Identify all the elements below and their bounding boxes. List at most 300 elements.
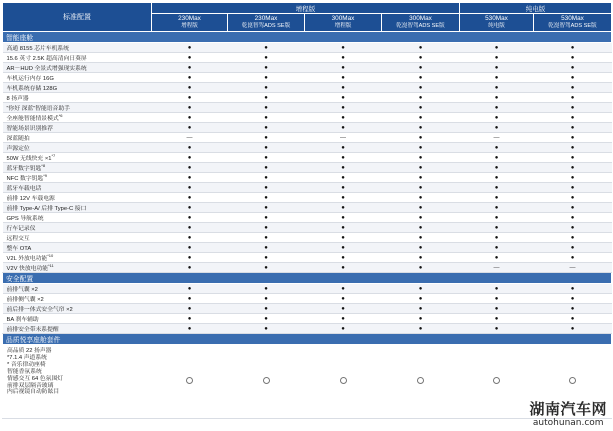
standard-dot-icon — [228, 83, 305, 93]
trim-name: 300Max — [331, 14, 355, 22]
table-row — [3, 284, 612, 294]
table-row — [3, 73, 612, 83]
feature-label — [3, 143, 152, 153]
standard-dot-icon — [534, 324, 612, 334]
standard-dot-icon — [460, 153, 534, 163]
trim-header — [382, 14, 460, 32]
corner-label: 标准配置 — [3, 3, 152, 32]
feature-label-text: 蓝牙车载电话 — [6, 186, 42, 192]
standard-dot-icon — [305, 63, 382, 73]
section-title: 智能座舱 — [3, 32, 612, 43]
trim-sub: 增程版 — [334, 22, 352, 29]
standard-dot-icon — [534, 213, 612, 223]
footnote-marker: *8 — [41, 163, 46, 169]
feature-label — [3, 53, 152, 63]
group-header-erev: 增程版 — [152, 3, 460, 14]
package-item: 内后视镜自动防眩目 — [7, 389, 60, 396]
standard-dot-icon — [152, 284, 228, 294]
standard-dot-icon — [460, 203, 534, 213]
optional-circle-icon — [305, 345, 382, 419]
standard-dot-icon — [534, 243, 612, 253]
table-row — [3, 314, 612, 324]
standard-dot-icon — [382, 233, 460, 243]
standard-dot-icon — [305, 243, 382, 253]
standard-dot-icon — [382, 203, 460, 213]
feature-label — [3, 213, 152, 223]
standard-dot-icon — [228, 123, 305, 133]
feature-label-text: 声源定位 — [6, 146, 30, 152]
standard-dot-icon — [152, 123, 228, 133]
table-row — [3, 183, 612, 193]
standard-dot-icon — [305, 294, 382, 304]
section-header — [3, 334, 612, 345]
feature-label — [3, 103, 152, 113]
standard-dot-icon — [228, 183, 305, 193]
standard-dot-icon — [382, 193, 460, 203]
trim-sub: 纯电版 — [488, 22, 505, 29]
standard-dot-icon — [534, 314, 612, 324]
standard-dot-icon — [152, 103, 228, 113]
feature-label — [3, 203, 152, 213]
config-spec-table — [2, 2, 612, 419]
standard-dot-icon — [152, 73, 228, 83]
spec-table-container — [2, 2, 611, 419]
table-row — [3, 103, 612, 113]
standard-dot-icon — [228, 43, 305, 53]
feature-label-text: 前后排一体式安全气帘 ×2 — [6, 307, 73, 313]
not-available-dash-icon — [305, 133, 382, 143]
standard-dot-icon — [228, 163, 305, 173]
not-available-dash-icon — [152, 133, 228, 143]
standard-dot-icon — [382, 253, 460, 263]
optional-circle-icon — [152, 345, 228, 419]
feature-label-text: 50W 无线快充 ×1 — [6, 156, 52, 162]
feature-label — [3, 173, 152, 183]
feature-label-text: 前排 Type-A/ 后排 Type-C 接口 — [6, 206, 87, 212]
standard-dot-icon — [382, 93, 460, 103]
standard-dot-icon — [152, 223, 228, 233]
trim-name: 230Max — [178, 14, 201, 22]
standard-dot-icon — [460, 304, 534, 314]
standard-dot-icon — [534, 83, 612, 93]
table-row — [3, 263, 612, 273]
table-row — [3, 83, 612, 93]
standard-dot-icon — [305, 53, 382, 63]
table-row — [3, 253, 612, 263]
standard-dot-icon — [382, 133, 460, 143]
standard-dot-icon — [152, 173, 228, 183]
package-item: 前排双层隔音玻璃 — [7, 382, 54, 389]
footnote-marker: *9 — [43, 173, 47, 179]
standard-dot-icon — [152, 83, 228, 93]
standard-dot-icon — [382, 83, 460, 93]
feature-label — [3, 233, 152, 243]
feature-label-text: 前排 12V 车载电源 — [6, 196, 55, 202]
standard-dot-icon — [382, 223, 460, 233]
standard-dot-icon — [305, 314, 382, 324]
standard-dot-icon — [152, 253, 228, 263]
feature-label-text: AR－HUD 全景式增强现实系统 — [6, 66, 87, 72]
feature-label — [3, 193, 152, 203]
table-row — [3, 173, 612, 183]
standard-dot-icon — [228, 304, 305, 314]
standard-dot-icon — [152, 324, 228, 334]
header-group-row — [3, 3, 612, 14]
feature-label — [3, 163, 152, 173]
standard-dot-icon — [382, 243, 460, 253]
feature-label-text: V2L 外放电功能 — [6, 256, 48, 262]
feature-label-text: BA 刹车辅助 — [6, 317, 39, 323]
standard-dot-icon — [382, 53, 460, 63]
optional-circle-icon — [534, 345, 612, 419]
feature-label — [3, 243, 152, 253]
section-title: 安全配置 — [3, 273, 612, 284]
standard-dot-icon — [228, 133, 305, 143]
standard-dot-icon — [382, 314, 460, 324]
standard-dot-icon — [382, 153, 460, 163]
standard-dot-icon — [460, 73, 534, 83]
table-row — [3, 243, 612, 253]
trim-header — [305, 14, 382, 32]
table-row — [3, 53, 612, 63]
standard-dot-icon — [534, 43, 612, 53]
table-row — [3, 93, 612, 103]
standard-dot-icon — [534, 163, 612, 173]
standard-dot-icon — [305, 173, 382, 183]
standard-dot-icon — [305, 143, 382, 153]
feature-label — [3, 63, 152, 73]
optional-circle-icon — [382, 345, 460, 419]
standard-dot-icon — [382, 284, 460, 294]
trim-name: 300Max — [409, 14, 432, 22]
standard-dot-icon — [152, 193, 228, 203]
package-item: * 音乐律动座椅 — [7, 361, 46, 368]
feature-label — [3, 93, 152, 103]
section-header — [3, 273, 612, 284]
feature-label — [3, 133, 152, 143]
standard-dot-icon — [152, 213, 228, 223]
trim-sub: 乾崑智驾ADS SE版 — [548, 22, 597, 29]
standard-dot-icon — [228, 314, 305, 324]
standard-dot-icon — [305, 123, 382, 133]
standard-dot-icon — [228, 324, 305, 334]
standard-dot-icon — [228, 63, 305, 73]
standard-dot-icon — [460, 113, 534, 123]
standard-dot-icon — [228, 113, 305, 123]
standard-dot-icon — [460, 233, 534, 243]
standard-dot-icon — [534, 233, 612, 243]
standard-dot-icon — [305, 304, 382, 314]
standard-dot-icon — [382, 143, 460, 153]
standard-dot-icon — [382, 324, 460, 334]
package-item: *7.1.4 声道系统 — [7, 354, 47, 361]
standard-dot-icon — [534, 223, 612, 233]
standard-dot-icon — [382, 163, 460, 173]
standard-dot-icon — [152, 63, 228, 73]
section-header — [3, 32, 612, 43]
standard-dot-icon — [305, 203, 382, 213]
standard-dot-icon — [534, 203, 612, 213]
standard-dot-icon — [534, 113, 612, 123]
table-row — [3, 294, 612, 304]
standard-dot-icon — [382, 73, 460, 83]
table-row — [3, 133, 612, 143]
not-available-dash-icon — [534, 263, 612, 273]
standard-dot-icon — [460, 123, 534, 133]
standard-dot-icon — [534, 253, 612, 263]
standard-dot-icon — [228, 103, 305, 113]
table-row — [3, 213, 612, 223]
standard-dot-icon — [228, 263, 305, 273]
feature-label-text: GPS 导航系统 — [6, 216, 44, 222]
feature-label — [3, 324, 152, 334]
trim-name: 530Max — [561, 14, 584, 22]
standard-dot-icon — [460, 193, 534, 203]
table-row — [3, 63, 612, 73]
standard-dot-icon — [534, 93, 612, 103]
standard-dot-icon — [152, 203, 228, 213]
footnote-marker: *7 — [51, 153, 56, 159]
standard-dot-icon — [228, 153, 305, 163]
standard-dot-icon — [305, 253, 382, 263]
standard-dot-icon — [305, 83, 382, 93]
standard-dot-icon — [305, 223, 382, 233]
trim-name: 530Max — [485, 14, 508, 22]
standard-dot-icon — [460, 223, 534, 233]
feature-label-text: “你好 深蓝”智能语音助手 — [6, 106, 70, 112]
standard-dot-icon — [305, 263, 382, 273]
standard-dot-icon — [305, 213, 382, 223]
table-row — [3, 43, 612, 53]
standard-dot-icon — [152, 153, 228, 163]
standard-dot-icon — [228, 223, 305, 233]
not-available-dash-icon — [460, 263, 534, 273]
standard-dot-icon — [460, 173, 534, 183]
standard-dot-icon — [460, 43, 534, 53]
standard-dot-icon — [305, 153, 382, 163]
table-row — [3, 163, 612, 173]
footnote-marker: *11 — [48, 263, 54, 269]
standard-dot-icon — [382, 294, 460, 304]
feature-label-text: 车机系统存储 128G — [6, 86, 58, 92]
standard-dot-icon — [305, 43, 382, 53]
standard-dot-icon — [460, 243, 534, 253]
table-row — [3, 304, 612, 314]
standard-dot-icon — [460, 294, 534, 304]
standard-dot-icon — [460, 83, 534, 93]
spec-table-body — [3, 32, 612, 419]
standard-dot-icon — [305, 183, 382, 193]
standard-dot-icon — [460, 103, 534, 113]
feature-label — [3, 153, 152, 163]
standard-dot-icon — [228, 193, 305, 203]
footnote-marker: *6 — [58, 113, 63, 119]
standard-dot-icon — [228, 294, 305, 304]
watermark-cn: 湖南汽车网 — [529, 400, 607, 418]
watermark-en: autohunan.com — [532, 418, 604, 428]
standard-dot-icon — [228, 143, 305, 153]
standard-dot-icon — [382, 103, 460, 113]
standard-dot-icon — [152, 183, 228, 193]
table-row — [3, 143, 612, 153]
table-row — [3, 233, 612, 243]
standard-dot-icon — [305, 113, 382, 123]
standard-dot-icon — [152, 93, 228, 103]
feature-label-text: 深蓝随拍 — [6, 136, 30, 142]
standard-dot-icon — [305, 193, 382, 203]
feature-label-text: 8 扬声器 — [6, 96, 29, 102]
standard-dot-icon — [228, 73, 305, 83]
not-available-dash-icon — [460, 133, 534, 143]
standard-dot-icon — [228, 284, 305, 294]
standard-dot-icon — [460, 63, 534, 73]
standard-dot-icon — [534, 183, 612, 193]
feature-label — [3, 253, 152, 263]
standard-dot-icon — [534, 294, 612, 304]
package-item: 智能香氛系统 — [7, 368, 42, 375]
standard-dot-icon — [228, 243, 305, 253]
standard-dot-icon — [382, 263, 460, 273]
table-row — [3, 324, 612, 334]
trim-sub: 乾崑智驾ADS SE版 — [241, 22, 291, 29]
feature-label-text: 高通 8155 芯片车机系统 — [6, 46, 69, 52]
optional-circle-icon — [460, 345, 534, 419]
trim-name: 230Max — [254, 14, 278, 22]
feature-label — [3, 314, 152, 324]
standard-dot-icon — [305, 163, 382, 173]
feature-label — [3, 43, 152, 53]
feature-label — [3, 183, 152, 193]
standard-dot-icon — [534, 173, 612, 183]
feature-label-text: V2V 快放电功能 — [6, 266, 49, 272]
standard-dot-icon — [534, 153, 612, 163]
standard-dot-icon — [305, 284, 382, 294]
standard-dot-icon — [460, 143, 534, 153]
feature-label-text: 远程交互 — [6, 236, 30, 242]
package-item: 情感交互 64 色氛围灯 — [7, 375, 64, 382]
feature-label-text: 前排气囊 ×2 — [6, 287, 38, 293]
standard-dot-icon — [152, 243, 228, 253]
standard-dot-icon — [228, 93, 305, 103]
standard-dot-icon — [460, 324, 534, 334]
feature-label-text: 前排安全带未系提醒 — [6, 327, 59, 333]
standard-dot-icon — [534, 73, 612, 83]
feature-label — [3, 263, 152, 273]
table-row — [3, 203, 612, 213]
standard-dot-icon — [534, 284, 612, 294]
standard-dot-icon — [305, 233, 382, 243]
standard-dot-icon — [534, 123, 612, 133]
feature-label-text: 智能场景识别推荐 — [6, 126, 53, 132]
standard-dot-icon — [152, 53, 228, 63]
feature-label-text: 15.6 英寸 2.5K 超高清向日葵屏 — [6, 56, 87, 62]
standard-dot-icon — [534, 143, 612, 153]
standard-dot-icon — [382, 63, 460, 73]
trim-header — [534, 14, 612, 32]
standard-dot-icon — [534, 304, 612, 314]
standard-dot-icon — [152, 43, 228, 53]
standard-dot-icon — [228, 173, 305, 183]
standard-dot-icon — [534, 193, 612, 203]
standard-dot-icon — [152, 304, 228, 314]
table-row — [3, 193, 612, 203]
standard-dot-icon — [460, 253, 534, 263]
feature-label — [3, 223, 152, 233]
table-row — [3, 123, 612, 133]
standard-dot-icon — [460, 93, 534, 103]
footnote-marker: *10 — [47, 253, 54, 259]
table-row — [3, 153, 612, 163]
standard-dot-icon — [152, 263, 228, 273]
feature-label — [3, 83, 152, 93]
standard-dot-icon — [228, 213, 305, 223]
feature-label — [3, 304, 152, 314]
group-header-ev: 纯电版 — [460, 3, 612, 14]
package-contents — [3, 345, 152, 419]
feature-label-text: 前排侧气囊 ×2 — [6, 297, 44, 303]
feature-label-text: NFC 数字钥匙 — [6, 176, 44, 182]
standard-dot-icon — [152, 233, 228, 243]
feature-label-text: 整车 OTA — [6, 246, 32, 252]
package-row — [3, 345, 612, 419]
standard-dot-icon — [305, 103, 382, 113]
standard-dot-icon — [460, 183, 534, 193]
standard-dot-icon — [382, 213, 460, 223]
standard-dot-icon — [460, 213, 534, 223]
feature-label — [3, 73, 152, 83]
feature-label-text: 车机运行内存 16G — [6, 76, 54, 82]
standard-dot-icon — [152, 143, 228, 153]
optional-circle-icon — [228, 345, 305, 419]
table-row — [3, 113, 612, 123]
trim-sub: 乾崑智驾ADS SE版 — [396, 22, 445, 29]
standard-dot-icon — [152, 113, 228, 123]
standard-dot-icon — [228, 203, 305, 213]
feature-label-text: 行车记录仪 — [6, 226, 36, 232]
standard-dot-icon — [382, 183, 460, 193]
standard-dot-icon — [152, 314, 228, 324]
section-title: 品质悦享座舱套件 — [3, 334, 612, 345]
standard-dot-icon — [382, 173, 460, 183]
standard-dot-icon — [305, 73, 382, 83]
standard-dot-icon — [460, 284, 534, 294]
standard-dot-icon — [305, 324, 382, 334]
trim-header — [460, 14, 534, 32]
feature-label-text: 全座舱智能情景模式 — [6, 116, 59, 122]
standard-dot-icon — [382, 113, 460, 123]
feature-label — [3, 123, 152, 133]
standard-dot-icon — [228, 253, 305, 263]
trim-sub: 增程版 — [181, 22, 198, 29]
standard-dot-icon — [152, 163, 228, 173]
trim-header — [228, 14, 305, 32]
trim-header — [152, 14, 228, 32]
standard-dot-icon — [460, 314, 534, 324]
standard-dot-icon — [534, 133, 612, 143]
package-item: 高品质 22 扬声器 — [7, 348, 52, 354]
standard-dot-icon — [460, 53, 534, 63]
standard-dot-icon — [534, 53, 612, 63]
standard-dot-icon — [460, 163, 534, 173]
standard-dot-icon — [152, 294, 228, 304]
feature-label — [3, 294, 152, 304]
feature-label-text: 蓝牙数字钥匙 — [6, 166, 42, 172]
feature-label — [3, 284, 152, 294]
standard-dot-icon — [534, 63, 612, 73]
standard-dot-icon — [305, 93, 382, 103]
standard-dot-icon — [228, 233, 305, 243]
table-row — [3, 223, 612, 233]
